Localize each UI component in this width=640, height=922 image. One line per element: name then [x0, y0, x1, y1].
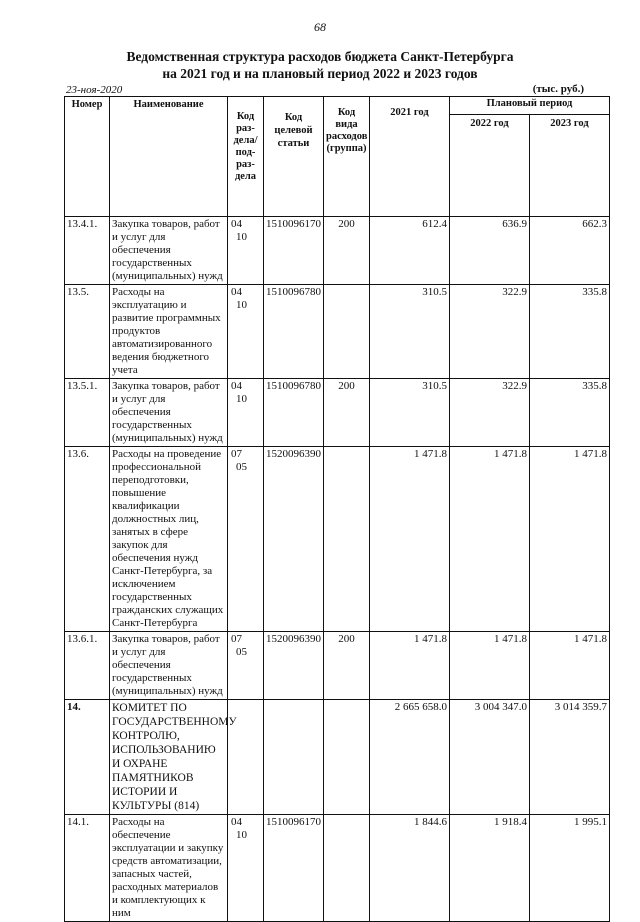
header-2021: 2021 год	[370, 97, 450, 217]
row-number: 13.6.	[65, 447, 110, 632]
table-row	[65, 217, 610, 285]
header-target: Код целевой статьи	[264, 97, 324, 217]
row-razdel	[228, 447, 264, 632]
row-name: Закупка товаров, работ и услуг для обеспечения государственных (муниципальных) нужд	[110, 632, 228, 700]
row-target: 1510096170	[264, 815, 324, 922]
table-row	[65, 285, 610, 379]
row-2021: 310.5	[370, 285, 450, 379]
row-name: Расходы на проведение профессиональной переподготовки, повышение квалификации должностных лиц, занятых в сфере закупок для обеспечения нужд Санкт-Петербурга, за исключением государственных гражданских служащих Санкт-Петербурга	[110, 447, 228, 632]
row-target: 1510096780	[264, 379, 324, 447]
row-vid: 200	[324, 217, 370, 285]
row-2023: 1 471.8	[530, 447, 610, 632]
header-razdel: Код раз- дела/ под- раз- дела	[228, 97, 264, 217]
row-target: 1510096170	[264, 217, 324, 285]
row-name: Закупка товаров, работ и услуг для обеспечения государственных (муниципальных) нужд	[110, 217, 228, 285]
header-2023: 2023 год	[530, 115, 610, 217]
table-row	[65, 447, 610, 632]
row-2021: 612.4	[370, 217, 450, 285]
row-subrazdel-code: 05	[236, 461, 247, 473]
row-number: 14.	[65, 700, 110, 815]
row-vid: 200	[324, 632, 370, 700]
table-row	[65, 815, 610, 922]
row-razdel-code: 07	[231, 633, 242, 645]
budget-table	[64, 96, 610, 922]
row-razdel	[228, 379, 264, 447]
row-2022: 322.9	[450, 379, 530, 447]
row-razdel-code: 04	[231, 380, 242, 392]
table-row	[65, 700, 610, 815]
row-subrazdel-code: 10	[236, 231, 247, 243]
page-number: 68	[314, 20, 326, 34]
row-name: Расходы на обеспечение эксплуатации и закупку средств автоматизации, запасных частей, расходных материалов и комплектующих к ним	[110, 815, 228, 922]
row-2023: 1 995.1	[530, 815, 610, 922]
row-2021: 1 471.8	[370, 632, 450, 700]
row-2022: 636.9	[450, 217, 530, 285]
row-number: 13.4.1.	[65, 217, 110, 285]
row-number: 13.5.	[65, 285, 110, 379]
row-2022: 1 471.8	[450, 632, 530, 700]
row-2021: 2 665 658.0	[370, 700, 450, 815]
row-2023: 335.8	[530, 285, 610, 379]
row-2021: 1 471.8	[370, 447, 450, 632]
row-2022: 1 918.4	[450, 815, 530, 922]
row-vid	[324, 815, 370, 922]
row-vid: 200	[324, 379, 370, 447]
row-name: КОМИТЕТ ПО ГОСУДАРСТВЕННОМУ КОНТРОЛЮ, ИСПОЛЬЗОВАНИЮ И ОХРАНЕ ПАМЯТНИКОВ ИСТОРИИ И КУЛЬТУРЫ (814)	[110, 700, 228, 815]
document-title	[0, 48, 640, 82]
row-target	[264, 700, 324, 815]
row-2023: 1 471.8	[530, 632, 610, 700]
row-subrazdel-code: 05	[236, 646, 247, 658]
row-razdel	[228, 285, 264, 379]
row-razdel	[228, 815, 264, 922]
row-vid	[324, 447, 370, 632]
row-name: Расходы на эксплуатацию и развитие программных продуктов автоматизированного ведения бюджетного учета	[110, 285, 228, 379]
row-name: Закупка товаров, работ и услуг для обеспечения государственных (муниципальных) нужд	[110, 379, 228, 447]
title-line-1: Ведомственная структура расходов бюджета Санкт-Петербурга	[126, 49, 514, 64]
header-planned: Плановый период	[450, 97, 610, 115]
title-line-2: на 2021 год и на плановый период 2022 и 2023 годов	[162, 66, 478, 81]
row-razdel-code: 04	[231, 286, 242, 298]
row-2021: 1 844.6	[370, 815, 450, 922]
row-2023: 3 014 359.7	[530, 700, 610, 815]
row-target: 1520096390	[264, 447, 324, 632]
row-target: 1510096780	[264, 285, 324, 379]
row-2023: 335.8	[530, 379, 610, 447]
header-vid: Код вида расходов (группа)	[324, 97, 370, 217]
row-number: 13.5.1.	[65, 379, 110, 447]
row-number: 13.6.1.	[65, 632, 110, 700]
row-2022: 3 004 347.0	[450, 700, 530, 815]
row-razdel	[228, 700, 264, 815]
row-2021: 310.5	[370, 379, 450, 447]
row-subrazdel-code: 10	[236, 299, 247, 311]
table-row	[65, 632, 610, 700]
row-subrazdel-code: 10	[236, 393, 247, 405]
table-row	[65, 379, 610, 447]
header-number: Номер	[65, 97, 110, 217]
row-razdel-code: 07	[231, 448, 242, 460]
units-label: (тыс. руб.)	[532, 83, 584, 95]
row-target: 1520096390	[264, 632, 324, 700]
document-date: 23-ноя-2020	[66, 84, 123, 96]
row-number: 14.1.	[65, 815, 110, 922]
row-razdel	[228, 217, 264, 285]
header-2022: 2022 год	[450, 115, 530, 217]
row-razdel-code: 04	[231, 218, 242, 230]
row-razdel-code: 04	[231, 816, 242, 828]
row-vid	[324, 700, 370, 815]
row-2023: 662.3	[530, 217, 610, 285]
header-name: Наименование	[110, 97, 228, 217]
row-2022: 322.9	[450, 285, 530, 379]
row-2022: 1 471.8	[450, 447, 530, 632]
row-razdel	[228, 632, 264, 700]
row-vid	[324, 285, 370, 379]
header-row-1	[65, 97, 610, 115]
row-subrazdel-code: 10	[236, 829, 247, 841]
